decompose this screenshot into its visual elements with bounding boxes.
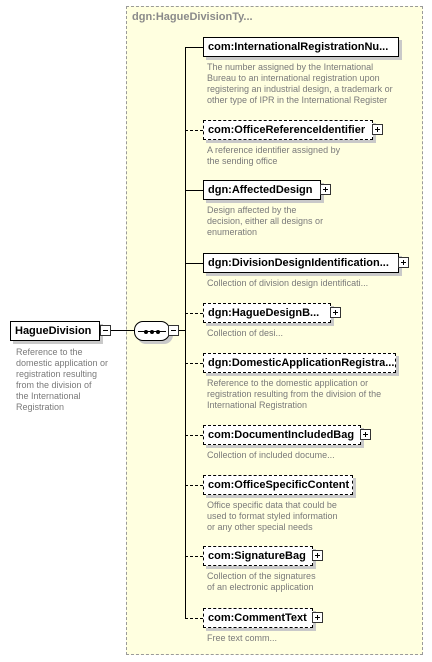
child-connector [185,556,203,557]
child-element-box[interactable] [203,546,313,566]
expand-icon[interactable] [312,612,323,623]
sequence-trunk [185,47,186,618]
complex-type-title: dgn:HagueDivisionTy... [132,11,253,23]
child-element-description: Free text comm... [207,633,278,643]
child-element-box[interactable] [203,180,321,200]
child-element-description: Office specific data that could be used to format styled information or any other special needs [207,500,338,532]
child-element-box[interactable] [203,253,399,273]
child-element-box[interactable] [203,303,331,323]
sequence-icon[interactable] [134,321,170,341]
child-element-label: com:InternationalRegistrationNu... [208,41,389,53]
sequence-dot [156,330,160,334]
child-element-box[interactable] [203,353,396,373]
child-element-box[interactable] [203,425,361,445]
child-element-label: com:OfficeReferenceIdentifier [208,124,366,136]
child-connector [185,435,203,436]
child-element-box[interactable] [203,120,373,140]
child-element-description: A reference identifier assigned by the sending office [207,145,341,166]
sequence-collapse-icon[interactable] [168,325,179,336]
child-element-description: Collection of included docume... [207,450,335,460]
expand-icon[interactable] [330,307,341,318]
root-element-label: HagueDivision [15,325,92,337]
child-element-label: com:CommentText [208,612,307,624]
root-connector [111,330,134,331]
child-element-description: Collection of division design identificati... [207,278,369,288]
child-element-label: dgn:DomesticApplicationRegistra... [208,357,395,369]
child-element-label: dgn:HagueDesignB... [208,307,320,319]
child-element-box[interactable] [203,475,353,495]
expand-icon[interactable] [320,184,331,195]
child-element-description: Collection of the signatures of an electronic application [207,571,316,592]
sequence-dot [144,330,148,334]
child-element-label: com:DocumentIncludedBag [208,429,355,441]
expand-icon[interactable] [398,257,409,268]
child-connector [185,363,203,364]
root-collapse-icon[interactable] [100,325,111,336]
child-element-description: Design affected by the decision, either all designs or enumeration [207,205,324,237]
child-connector [185,190,203,191]
expand-icon[interactable] [312,550,323,561]
child-element-box[interactable] [203,608,313,628]
child-element-label: dgn:DivisionDesignIdentification... [208,257,389,269]
child-element-box[interactable] [203,37,399,57]
child-element-description: The number assigned by the International Bureau to an international registration upon registering an industrial design, a trademark or other type of IPR in the International Register [207,62,393,105]
child-element-description: Collection of desi... [207,328,284,338]
child-connector [185,130,203,131]
root-element-box[interactable] [10,321,100,341]
child-connector [185,313,203,314]
child-element-description: Reference to the domestic application or registration resulting from the division of the International Registration [207,378,382,410]
child-connector [185,47,203,48]
root-element-description: Reference to the domestic application or registration resulting from the division of the International Registration [16,347,109,412]
child-connector [185,618,203,619]
sequence-dot [150,330,154,334]
child-element-label: com:SignatureBag [208,550,306,562]
expand-icon[interactable] [360,429,371,440]
child-connector [185,263,203,264]
child-element-label: dgn:AffectedDesign [208,184,313,196]
child-element-label: com:OfficeSpecificContent [208,479,350,491]
child-connector [185,485,203,486]
expand-icon[interactable] [372,124,383,135]
